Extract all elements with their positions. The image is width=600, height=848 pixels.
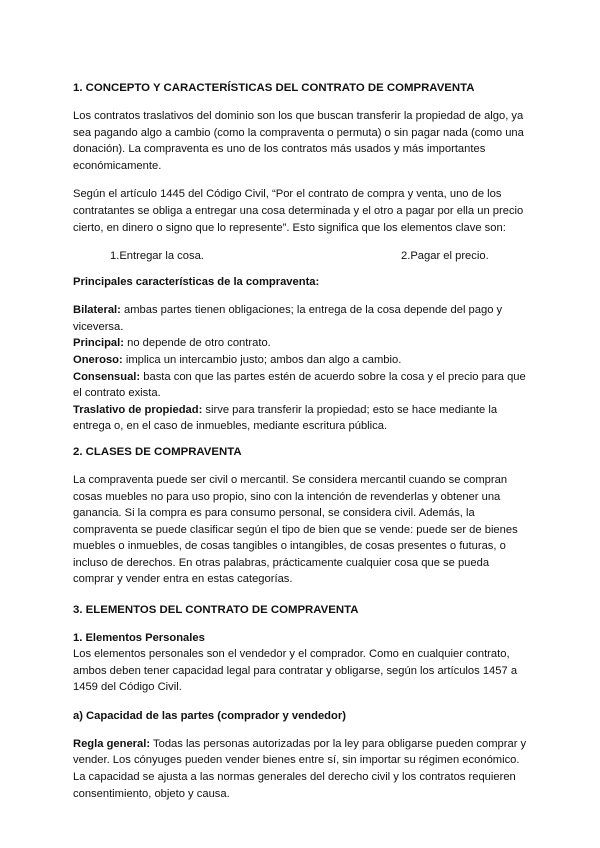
characteristic-text: no depende de otro contrato. (123, 337, 271, 350)
characteristic-term: Consensual: (73, 370, 141, 383)
characteristic-text: basta con que las partes estén de acuerdo sobre la cosa y el precio para que el contrato exista. (73, 370, 526, 400)
key-elements-list (73, 248, 531, 265)
list-item: 1.Entregar la cosa. (110, 250, 204, 263)
characteristic-traslativo (73, 402, 531, 435)
characteristic-text: implica un intercambio justo; ambos dan algo a cambio. (122, 353, 402, 366)
characteristic-term: Bilateral: (73, 304, 121, 317)
personal-elements-title: 1. Elementos Personales (73, 632, 205, 645)
characteristic-oneroso (73, 352, 531, 369)
section-2-title: 2. CLASES DE COMPRAVENTA (73, 445, 242, 458)
characteristic-text: sirve para transferir la propiedad; esto se hace mediante la entrega o, en el caso de inmuebles, mediante escritura pública. (73, 403, 498, 433)
general-rule-paragraph (73, 736, 531, 802)
list-item: 2.Pagar el precio. (401, 250, 489, 263)
section-3-title: 3. ELEMENTOS DEL CONTRATO DE COMPRAVENTA (73, 604, 359, 617)
section-1-paragraph-1: Los contratos traslativos del dominio son los que buscan transferir la propiedad de algo, ya sea pagando algo a cambio (como la compraventa o permuta) o sin pagar nada (como una donación). La compraventa es uno de los contratos más usados y más importantes económicamente. (73, 110, 524, 172)
document-content (73, 80, 531, 802)
characteristic-consensual (73, 369, 531, 402)
section-1-title: 1. CONCEPTO Y CARACTERÍSTICAS DEL CONTRATO DE COMPRAVENTA (73, 82, 475, 94)
characteristic-term: Principal: (73, 337, 124, 350)
capacity-title: a) Capacidad de las partes (comprador y vendedor) (73, 709, 346, 722)
characteristic-term: Traslativo de propiedad: (73, 403, 203, 416)
characteristic-term: Oneroso: (73, 353, 123, 366)
general-rule-term: Regla general: (73, 737, 151, 750)
characteristics-subtitle: Principales características de la compraventa: (73, 276, 320, 289)
characteristic-principal (73, 335, 531, 352)
personal-elements-paragraph: Los elementos personales son el vendedor y el comprador. Como en cualquier contrato, ambos deben tener capacidad legal para contratar y obligarse, según los artículos 1457 a 1459 del Código Civil. (73, 648, 518, 694)
section-2-paragraph: La compraventa puede ser civil o mercantil. Se considera mercantil cuando se compran cosas muebles no para uso propio, sino con la intención de revenderlas y obtener una ganancia. Si la compra es para consumo personal, se considera civil. Además, la compraventa se puede clasificar según el tipo de bien que se vende: puede ser de bienes muebles o inmuebles, de cosas tangibles o intangibles, de cosas presentes o futuras, o incluso de derechos. En otras palabras, prácticamente cualquier cosa que se pueda comprar y vender entra en estas categorías. (73, 473, 518, 586)
section-1-paragraph-2: Según el artículo 1445 del Código Civil, “Por el contrato de compra y venta, uno de los contratantes se obliga a entregar una cosa determinada y el otro a pagar por ella un precio cierto, en dinero o signo que lo represente”. Esto significa que los elementos clave son: (73, 188, 524, 234)
characteristic-bilateral (73, 302, 531, 335)
characteristic-text: ambas partes tienen obligaciones; la entrega de la cosa depende del pago y viceversa. (73, 304, 503, 333)
general-rule-text: Todas las personas autorizadas por la ley para obligarse pueden comprar y vender. Los cónyuges pueden vender bienes entre sí, sin importar su régimen económico. La capacidad se ajusta a las normas generales del derecho civil y los contratos requieren consentimiento, objeto y causa. (73, 737, 527, 800)
